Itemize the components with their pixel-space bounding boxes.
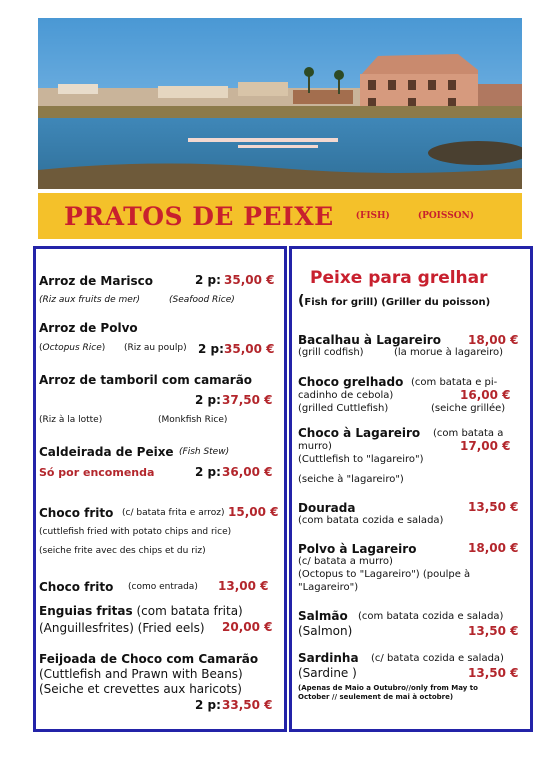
dish-name: Dourada xyxy=(298,501,356,515)
dish-translation-fr: (seiche frite avec des chips et du riz) xyxy=(39,546,206,556)
dish-translation-en: (Salmon) xyxy=(298,624,353,638)
dish-translation-fr: (Riz aux fruits de mer) xyxy=(39,295,141,305)
dish-price: 35,00 € xyxy=(224,342,275,356)
dish-description: cadinho de cebola) xyxy=(298,390,394,401)
seasonal-note: (Apenas de Maio a Outubro//only from May to xyxy=(298,684,478,692)
dish-name: Bacalhau à Lagareiro xyxy=(298,333,441,347)
dish-qty: 2 p: xyxy=(195,393,221,407)
dish-name: Caldeirada de Peixe xyxy=(39,445,174,459)
dish-name: Arroz de tamboril com camarão xyxy=(39,373,253,387)
dish-price: 16,00 € xyxy=(460,388,511,402)
section-subheading: (Fish for grill) (Griller du poisson) xyxy=(298,293,491,309)
menu-panel-rice-and-dishes xyxy=(33,246,287,732)
dish-qty: 2 p: xyxy=(195,465,221,479)
dish-qty: 2 p: xyxy=(195,698,221,712)
dish-qty: 2 p: xyxy=(195,273,221,287)
header-photo xyxy=(38,18,522,189)
banner-title: PRATOS DE PEIXE xyxy=(64,201,334,231)
dish-description: (c/ batata cozida e salada) xyxy=(371,653,504,664)
dish-description: (como entrada) xyxy=(128,582,198,592)
section-heading: Peixe para grelhar xyxy=(310,268,488,288)
dish-price: 17,00 € xyxy=(460,439,511,453)
dish-price: 37,50 € xyxy=(222,393,273,407)
dish-translation-en: (Seafood Rice) xyxy=(169,295,235,305)
dish-price: 33,50 € xyxy=(222,698,273,712)
dish-translation-en: (Cuttlefish to "lagareiro") xyxy=(298,454,424,465)
dish-translation-fr: (Seiche et crevettes aux haricots) xyxy=(39,682,242,696)
dish-price: 13,50 € xyxy=(468,500,519,514)
dish-description: murro) xyxy=(298,441,332,452)
dish-translation-fr: (la morue à lagareiro) xyxy=(394,347,504,358)
dish-translation-en: (grill codfish) xyxy=(298,347,364,358)
dish-name: Sardinha xyxy=(298,651,359,665)
dish-description: (com batata frita) xyxy=(136,604,243,618)
dish-translation-en: (Fish Stew) xyxy=(179,447,230,457)
dish-price: 18,00 € xyxy=(468,333,519,347)
dish-name: Choco frito xyxy=(39,580,114,594)
dish-translation-fr: "Lagareiro") xyxy=(298,582,359,593)
dish-name: Feijoada de Choco com Camarão xyxy=(39,652,259,666)
dish-description: (c/ batata a murro) xyxy=(298,556,393,567)
dish-translation-en: (Octopus to "Lagareiro") (poulpe à xyxy=(298,569,471,580)
dish-price: 13,50 € xyxy=(468,666,519,680)
order-note: Só por encomenda xyxy=(39,466,155,479)
dish-price: 36,00 € xyxy=(222,465,273,479)
dish-translation-fr: (Riz au poulp) xyxy=(124,343,187,353)
dish-name: Polvo à Lagareiro xyxy=(298,542,417,556)
dish-translation-en: (grilled Cuttlefish) xyxy=(298,403,389,414)
dish-name: Salmão xyxy=(298,609,348,623)
dish-price: 13,50 € xyxy=(468,624,519,638)
banner-subtitle-en: (FISH) xyxy=(355,211,390,221)
dish-description: (com batata e pi- xyxy=(411,377,498,388)
dish-description: (com batata cozida e salada) xyxy=(358,611,504,622)
dish-name: Choco grelhado xyxy=(298,375,404,389)
dish-translation-fr: (seiche à "lagareiro") xyxy=(298,474,404,485)
dish-name: Choco à Lagareiro xyxy=(298,426,421,440)
dish-translation-en: (Cuttlefish and Prawn with Beans) xyxy=(39,667,243,681)
dish-translation-fr: (Riz à la lotte) xyxy=(39,415,103,425)
dish-qty: 2 p: xyxy=(198,342,224,356)
dish-name: Arroz de Polvo xyxy=(39,321,138,335)
dish-price: 15,00 € xyxy=(228,505,279,519)
dish-translation-en: (Anguillesfrites) (Fried eels) xyxy=(39,621,205,635)
dish-name-line xyxy=(39,604,243,618)
dish-price: 35,00 € xyxy=(224,273,275,287)
dish-name: Enguias fritas xyxy=(39,604,133,618)
dish-name: Choco frito xyxy=(39,506,114,520)
dish-name: Arroz de Marisco xyxy=(39,274,154,288)
dish-translation-en: (Octopus Rice) xyxy=(39,343,106,353)
dish-translation-en: (cuttlefish fried with potato chips and rice) xyxy=(39,527,232,537)
dish-price: 18,00 € xyxy=(468,541,519,555)
dish-translation-en: (Monkfish Rice) xyxy=(158,415,228,425)
seasonal-note: October // seulement de mai à octobre) xyxy=(298,693,454,701)
dish-description: (c/ batata frita e arroz) xyxy=(122,508,225,518)
banner-subtitle-fr: (POISSON) xyxy=(417,211,475,221)
dish-price: 20,00 € xyxy=(222,620,273,634)
dish-translation-fr: (seiche grillée) xyxy=(431,403,506,414)
dish-description: (com batata a xyxy=(433,428,504,439)
menu-panel-grill xyxy=(289,246,533,732)
section-banner xyxy=(38,193,522,239)
dish-price: 13,00 € xyxy=(218,579,269,593)
dish-translation-en: (Sardine ) xyxy=(298,666,357,680)
dish-description: (com batata cozida e salada) xyxy=(298,515,444,526)
